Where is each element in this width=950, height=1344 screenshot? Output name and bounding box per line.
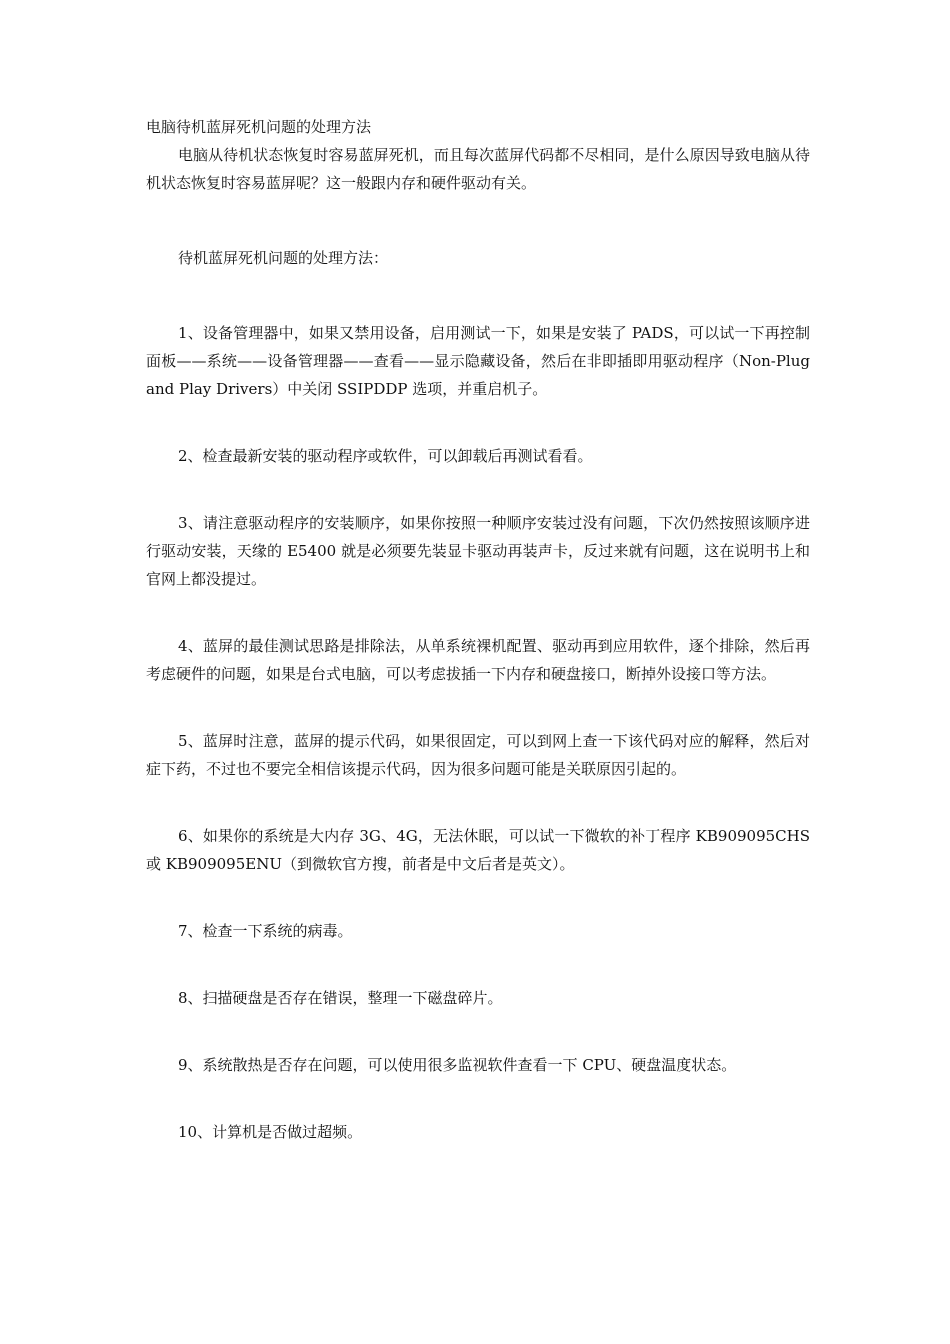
intro-paragraph: 电脑从待机状态恢复时容易蓝屏死机，而且每次蓝屏代码都不尽相同，是什么原因导致电脑从待机状态恢复时容易蓝屏呢？这一般跟内存和硬件驱动有关。 (146, 146, 810, 192)
document-body (146, 113, 810, 1146)
step-6: 6、如果你的系统是大内存 3G、4G，无法休眠，可以试一下微软的补丁程序 KB909095CHS 或 KB909095ENU（到微软官方搜，前者是中文后者是英文）。 (146, 827, 810, 873)
step-5: 5、蓝屏时注意，蓝屏的提示代码，如果很固定，可以到网上查一下该代码对应的解释，然后对症下药，不过也不要完全相信该提示代码，因为很多问题可能是关联原因引起的。 (146, 732, 810, 778)
step-8: 8、扫描硬盘是否存在错误，整理一下磁盘碎片。 (178, 989, 503, 1007)
section-heading: 待机蓝屏死机问题的处理方法： (178, 249, 389, 267)
step-1: 1、设备管理器中，如果又禁用设备，启用测试一下，如果是安装了 PADS，可以试一下再控制面板——系统——设备管理器——查看——显示隐藏设备，然后在非即插即用驱动程序（Non-Plug and Play Drivers）中关闭 SSIPDDP 选项，并重启机子。 (146, 324, 810, 398)
step-3: 3、请注意驱动程序的安装顺序，如果你按照一种顺序安装过没有问题，下次仍然按照该顺序进行驱动安装，天缘的 E5400 就是必须要先装显卡驱动再装声卡，反过来就有问题，这在说明书上和官网上都没提过。 (146, 514, 810, 588)
step-7: 7、检查一下系统的病毒。 (178, 922, 353, 940)
step-9: 9、系统散热是否存在问题，可以使用很多监视软件查看一下 CPU、硬盘温度状态。 (178, 1056, 737, 1074)
document-title: 电脑待机蓝屏死机问题的处理方法 (146, 118, 372, 136)
step-4: 4、蓝屏的最佳测试思路是排除法，从单系统裸机配置、驱动再到应用软件，逐个排除，然后再考虑硬件的问题，如果是台式电脑，可以考虑拔插一下内存和硬盘接口，断掉外设接口等方法。 (146, 637, 810, 683)
step-2: 2、检查最新安装的驱动程序或软件，可以卸载后再测试看看。 (178, 447, 593, 465)
step-10: 10、计算机是否做过超频。 (178, 1123, 363, 1141)
